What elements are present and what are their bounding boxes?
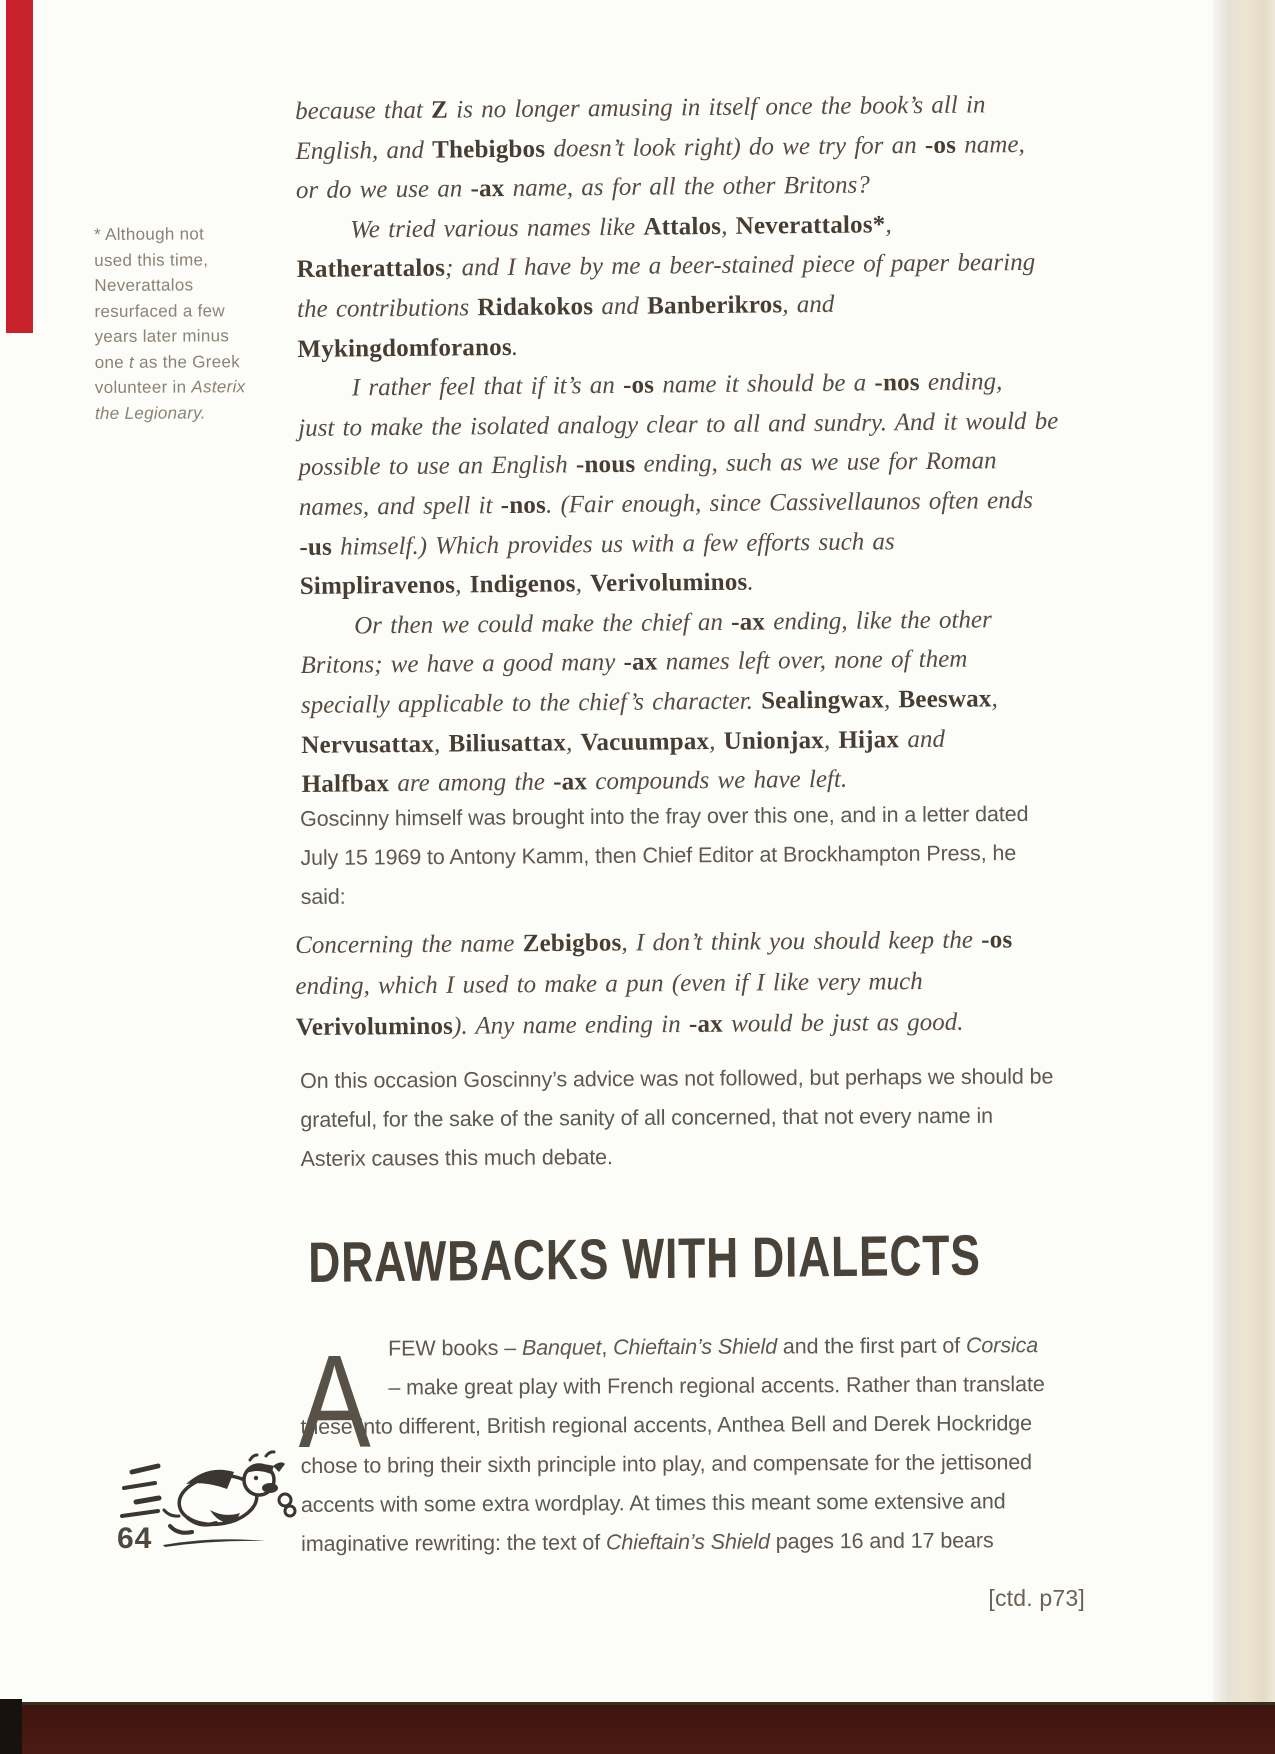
margin-footnote: * Although not used this time, Neverattalos resurfaced a few years later minus one t as the Greek volunteer in Asterix the Legionary.	[94, 224, 246, 423]
speed-line	[124, 1483, 155, 1488]
section-heading: DRAWBACKS WITH DIALECTS	[307, 1223, 981, 1295]
speed-line	[132, 1466, 158, 1472]
speed-line	[122, 1511, 158, 1516]
book-spine-corner	[0, 1699, 22, 1754]
page-edge-shadow	[1213, 0, 1275, 1754]
speed-line	[136, 1498, 159, 1502]
speed-tick	[266, 1452, 274, 1456]
speed-tick	[250, 1455, 257, 1460]
book-cover-bottom-band	[0, 1702, 1275, 1754]
letter-excerpt-names: because that Z is no longer amusing in itself once the book’s all in English, and Thebigbos doesn’t look right) do we try for an -os name, or do we use an -ax name, as for all the other Britons? We tried various names like Attalos, Neverattalos*, Ratherattalos; and I have by me a beer-stained piece of paper bearing the contributions Ridakokos and Banberikros, and Mykingdomforanos. I rather feel that if it’s an -os name it should be a -nos ending, just to make the isolated analogy clear to all and sundry. And it would be possible to use an English -nous ending, such as we use for Roman names, and spell it -nos. (Fair enough, since Cassivellaunos often ends -us himself.) Which provides us with a few efforts such as Simpliravenos, Indigenos, Verivoluminos. Or then we could make the chief an -ax ending, like the other Britons; we have a good many -ax names left over, none of them specially applicable to the chief’s character. Sealingwax, Beeswax, Nervusattax, Biliusattax, Vacuumpax, Unionjax, Hijax and Halfbax are among the -ax compounds we have left.	[295, 91, 1059, 799]
paragraph-occasion: On this occasion Goscinny’s advice was not followed, but perhaps we should be grateful, for the sake of the sanity of all concerned, that not every name in Asterix causes this much debate.	[300, 1064, 1054, 1171]
motion-arc	[170, 1526, 192, 1533]
motion-arc	[164, 1510, 179, 1516]
continuation-note: [ctd. p73]	[988, 1585, 1085, 1611]
book-cover-edge	[6, 0, 33, 333]
ground-swoosh	[163, 1539, 265, 1547]
paragraph-dialects: A FEW books – Banquet, Chieftain’s Shield and the first part of Corsica – make great play with French regional accents. Rather than translate these into different, British regional accents, Anthea Bell and Derek Hockridge chose to bring their sixth principle into play, and compensate for the jettisoned accents with some extra wordplay. At times this meant some extensive and imaginative rewriting: the text of Chieftain’s Shield pages 16 and 17 bears	[297, 1327, 1045, 1556]
letter-excerpt-goscinny-quote: Concerning the name Zebigbos, I don’t think you should keep the -os ending, which I used to make a pun (even if I like very much Verivoluminos). Any name ending in -ax would be just as good.	[295, 926, 1013, 1041]
drop-cap: A	[297, 1327, 371, 1476]
paragraph-goscinny-intro: Goscinny himself was brought into the fray over this one, and in a letter dated July 15 1969 to Antony Kamm, then Chief Editor at Brockhampton Press, he said:	[300, 801, 1029, 909]
character-body	[176, 1462, 295, 1529]
page-number: 64	[117, 1522, 153, 1555]
